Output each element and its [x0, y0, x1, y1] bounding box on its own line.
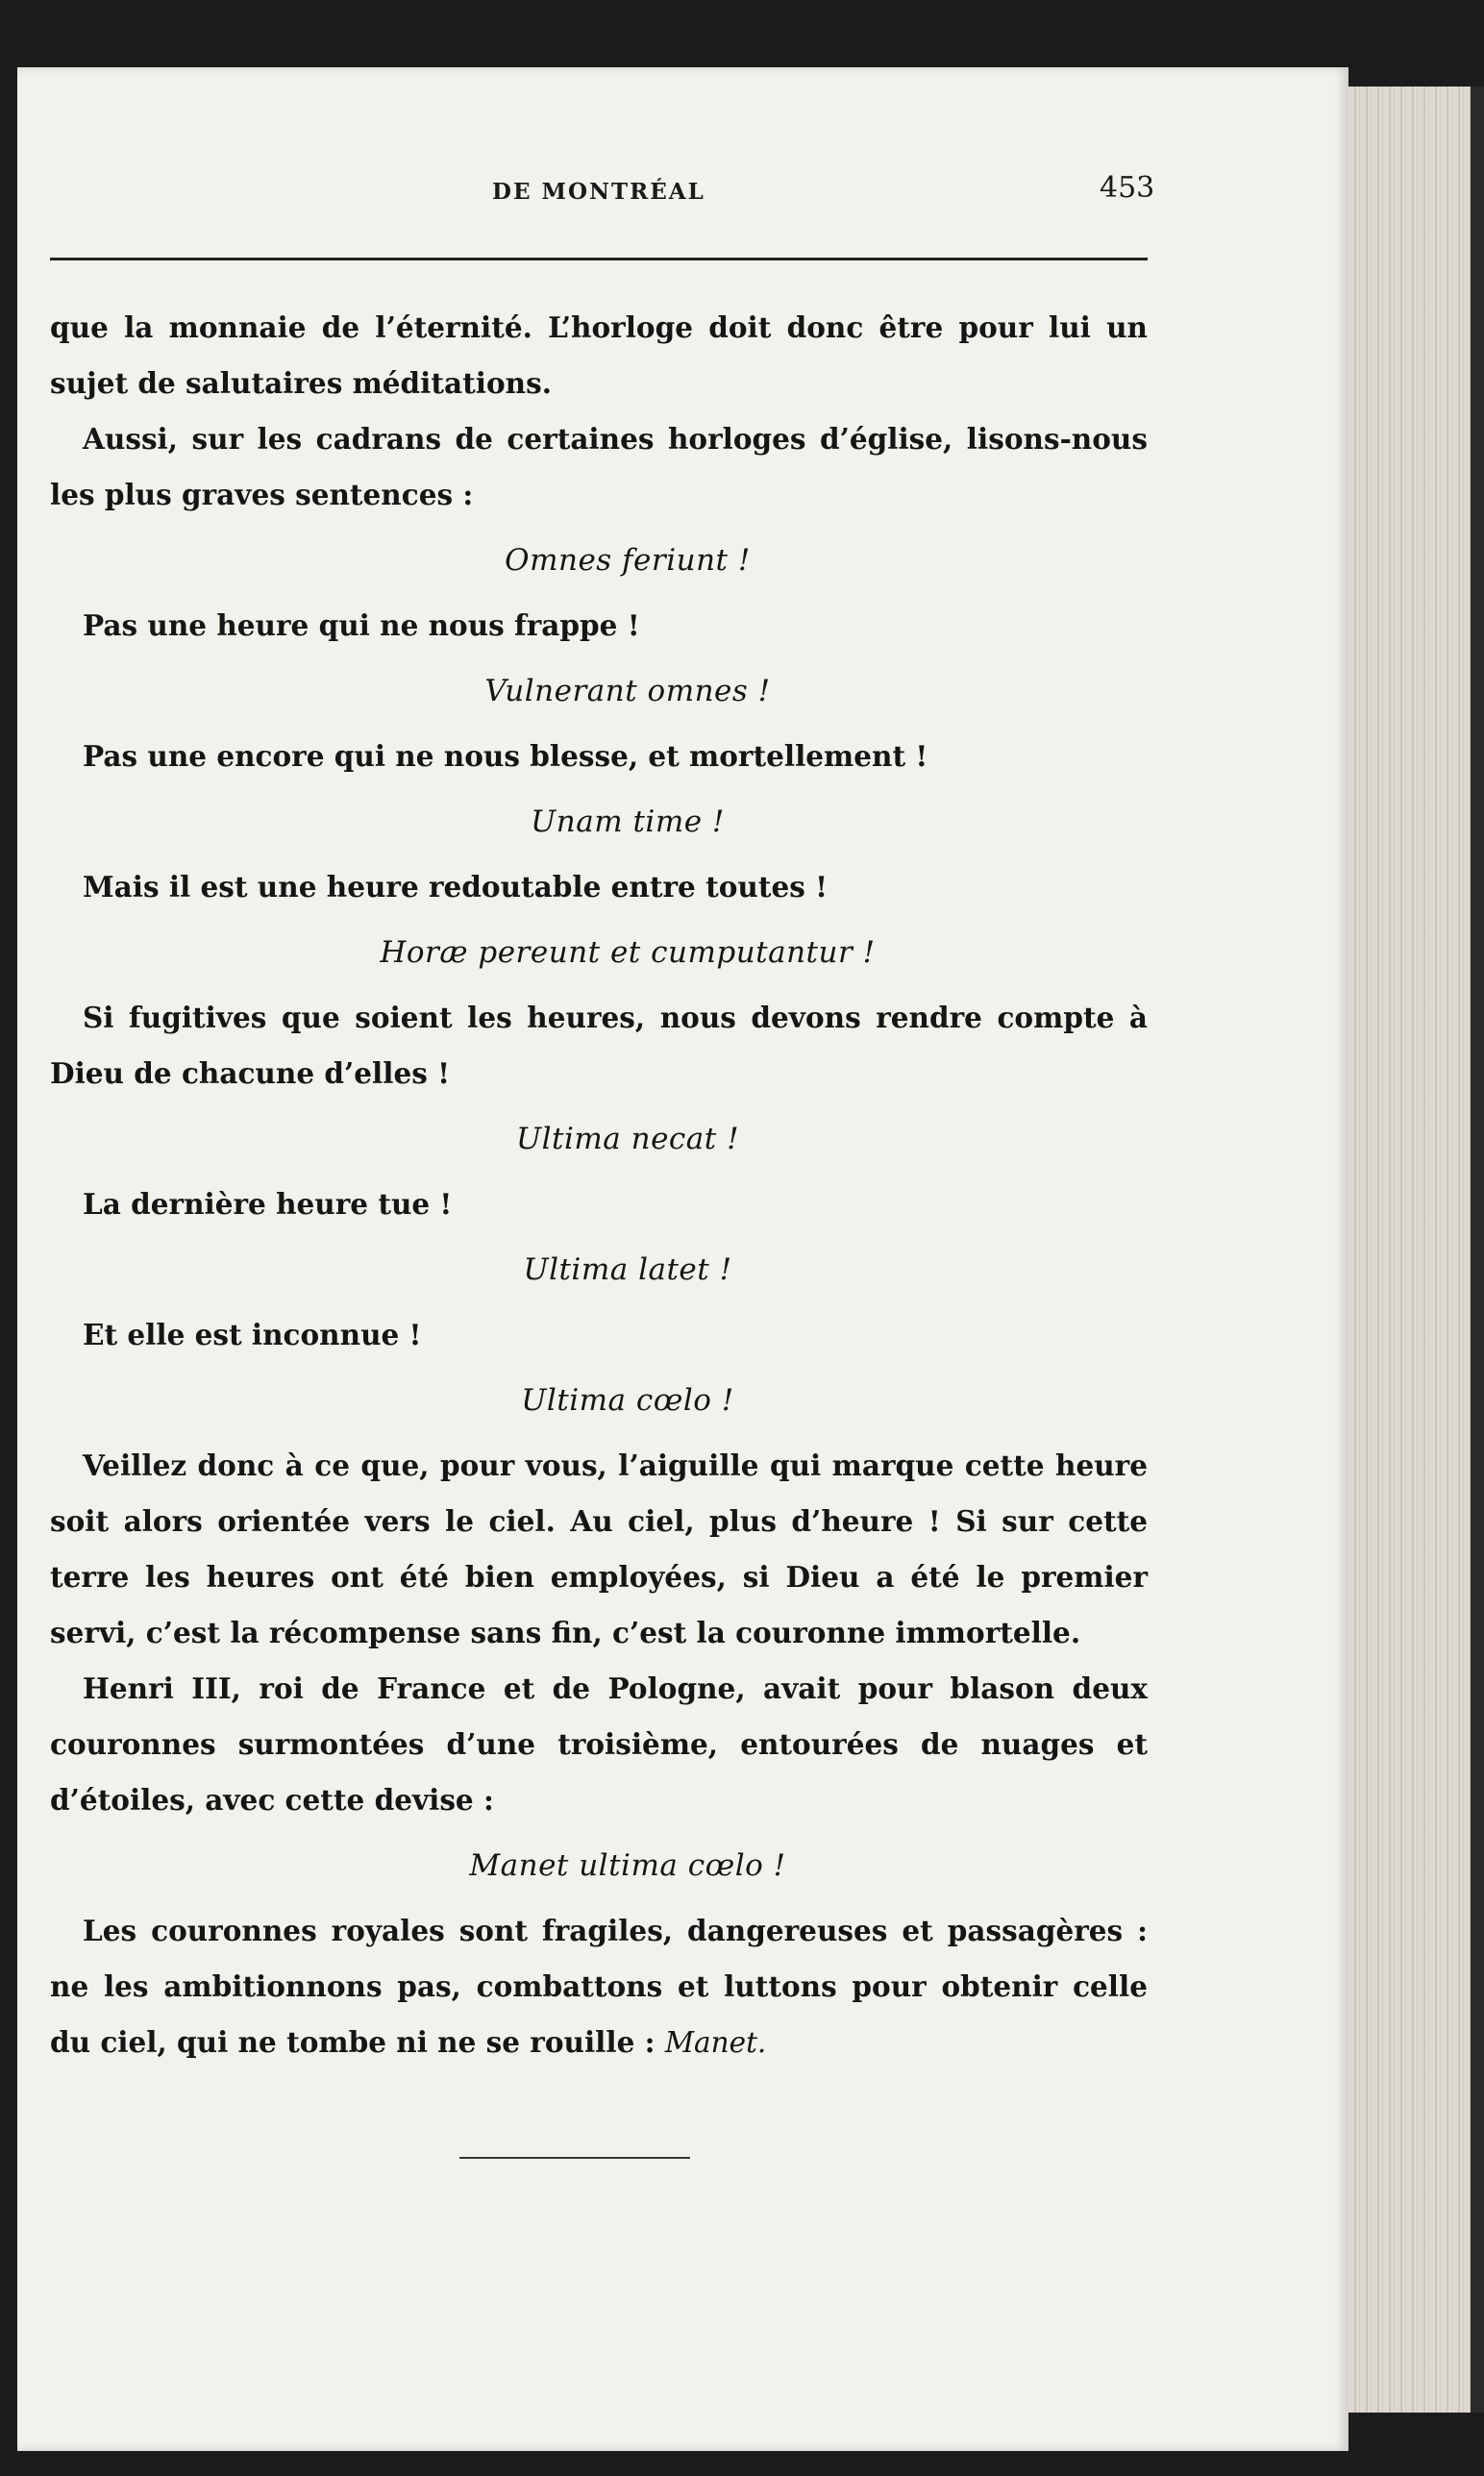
latin-motto: Horæ pereunt et cumputantur !: [380, 935, 876, 970]
latin-motto: Ultima necat !: [515, 1122, 740, 1156]
paragraph: [50, 1903, 1148, 2070]
page-header: [50, 106, 1155, 205]
paragraph: Veillez donc à ce que, pour vous, l’aiguille qui marque cette heure soit alors orientée vers le ciel. Au ciel, plus d’heure ! Si sur cette terre les heures ont été bien employées, si Dieu a été le premier servi, c’est la récompense sans fin, c’est la couronne immortelle.: [50, 1448, 1148, 1649]
section-end-rule: [459, 2157, 690, 2159]
paragraph: Si fugitives que soient les heures, nous devons rendre compte à Dieu de chacune d’elles !: [50, 1001, 1148, 1090]
page-number: 453: [1100, 171, 1155, 205]
latin-motto: Vulnerant omnes !: [484, 674, 771, 708]
latin-motto: Omnes feriunt !: [505, 543, 751, 578]
running-title: DE MONTRÉAL: [492, 179, 705, 205]
header-rule: [50, 258, 1148, 260]
latin-motto: Manet ultima cœlo !: [469, 1848, 786, 1883]
latin-motto: Unam time !: [531, 805, 725, 839]
paragraph: Et elle est inconnue !: [83, 1318, 422, 1351]
book-page-edges: [1348, 87, 1484, 2413]
paragraph: La dernière heure tue !: [83, 1187, 453, 1221]
paragraph: Aussi, sur les cadrans de certaines horloges d’église, lisons-nous les plus graves sentences :: [50, 422, 1148, 511]
paragraph: Mais il est une heure redoutable entre toutes !: [83, 870, 829, 904]
paragraph: Henri III, roi de France et de Pologne, avait pour blason deux couronnes surmontées d’une troisième, entourées de nuages et d’étoiles, avec cette devise :: [50, 1671, 1148, 1817]
paragraph-text: Les couronnes royales sont fragiles, dangereuses et passagères : ne les ambitionnons pas, combattons et luttons pour obtenir celle du ciel, qui ne tombe ni ne se rouille :: [50, 1914, 1148, 2059]
paragraph: Pas une heure qui ne nous frappe !: [83, 608, 640, 642]
paragraph: Pas une encore qui ne nous blesse, et mortellement !: [83, 739, 928, 773]
paragraph: que la monnaie de l’éternité. L’horloge doit donc être pour lui un sujet de salutaires méditations.: [50, 310, 1148, 400]
latin-motto: Ultima cœlo !: [521, 1383, 734, 1418]
latin-motto: Ultima latet !: [523, 1252, 732, 1287]
page-body: [50, 300, 1148, 2070]
emphasis-word: Manet.: [664, 2026, 767, 2059]
